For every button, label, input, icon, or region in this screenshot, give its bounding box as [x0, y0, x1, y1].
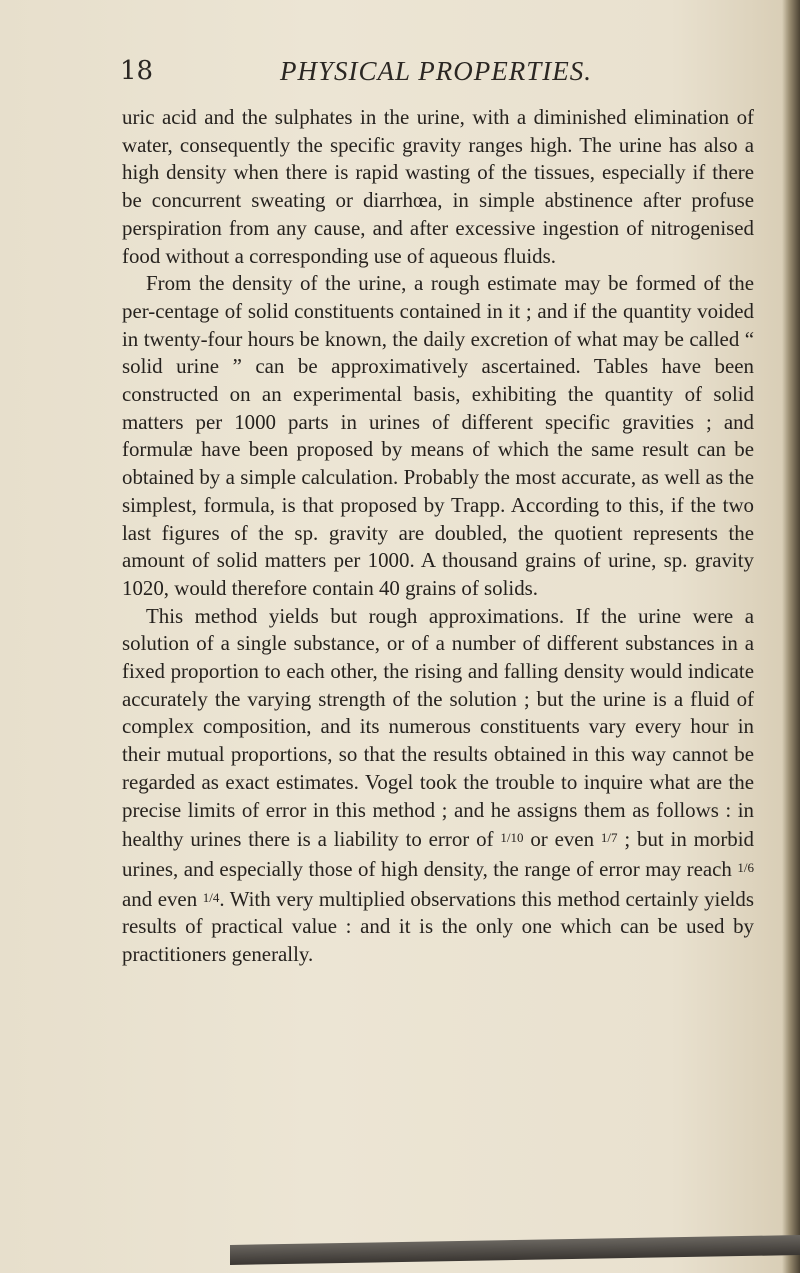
paragraph-1: uric acid and the sulphates in the urine, with a diminished elimination of water, consequently the specific gravity ranges high. The urine has also a high density when there is rapid wasting of the tissues, especially if there be concurrent sweating or diarrhœa, in simple abstinence after profuse perspiration from any cause, and after excessive ingestion of nitrogenised food without a corresponding use of aqueous fluids. [122, 105, 754, 268]
paragraph-3-text-4: and even [122, 886, 203, 911]
paragraph-3-text-2: or even [523, 827, 601, 852]
paragraph-2: From the density of the urine, a rough estimate may be formed of the per-centage of solid constituents contained in it ; and if the quantity voided in twenty-four hours be known, the daily excretion of what may be called “ solid urine ” can be approximatively ascertained. Tables have been constructed on an experimental basis, exhibiting the quantity of solid matters per 1000 parts in urines of different specific gravities ; and formulæ have been proposed by means of which the same result can be obtained by a simple calculation. Probably the most accurate, as well as the simplest, formula, is that proposed by Trapp. According to this, if the two last figures of the sp. gravity are doubled, the quotient represents the amount of solid matters per 1000. A thousand grains of urine, sp. gravity 1020, would therefore contain 40 grains of solids. [122, 271, 754, 600]
paragraph-3-text-3: ; but in morbid urines, and especially those of high density, the range of error may reach [122, 827, 754, 881]
page-edge-shadow [782, 0, 800, 1273]
body-text [122, 104, 754, 969]
paragraph-3-text: This method yields but rough approximations. If the urine were a solution of a single substance, or of a number of different substances in a fixed proportion to each other, the rising and falling density would indicate accurately the varying strength of the solution ; but the urine is a fluid of complex composition, and its numerous constituents vary every hour in their mutual proportions, so that the results obtained in this way cannot be regarded as exact estimates. Vogel took the trouble to inquire what are the precise limits of error in this method ; and he assigns them as follows : in healthy urines there is a liability to error of [122, 603, 754, 852]
page-number: 18 [120, 56, 154, 86]
fraction-one-tenth: 1/10 [500, 830, 524, 846]
fraction-one-sixth: 1/6 [737, 859, 754, 875]
fraction-one-fourth: 1/4 [202, 889, 220, 905]
paragraph-3 [122, 603, 754, 969]
running-title: PHYSICAL PROPERTIES. [280, 56, 592, 86]
page-header [0, 46, 790, 86]
paragraph-3-text-5: . With very multiplied observations this method certainly yields results of practical value : and it is the only one which can be used by practitioners generally. [122, 886, 754, 967]
fraction-one-seventh: 1/7 [600, 830, 618, 846]
